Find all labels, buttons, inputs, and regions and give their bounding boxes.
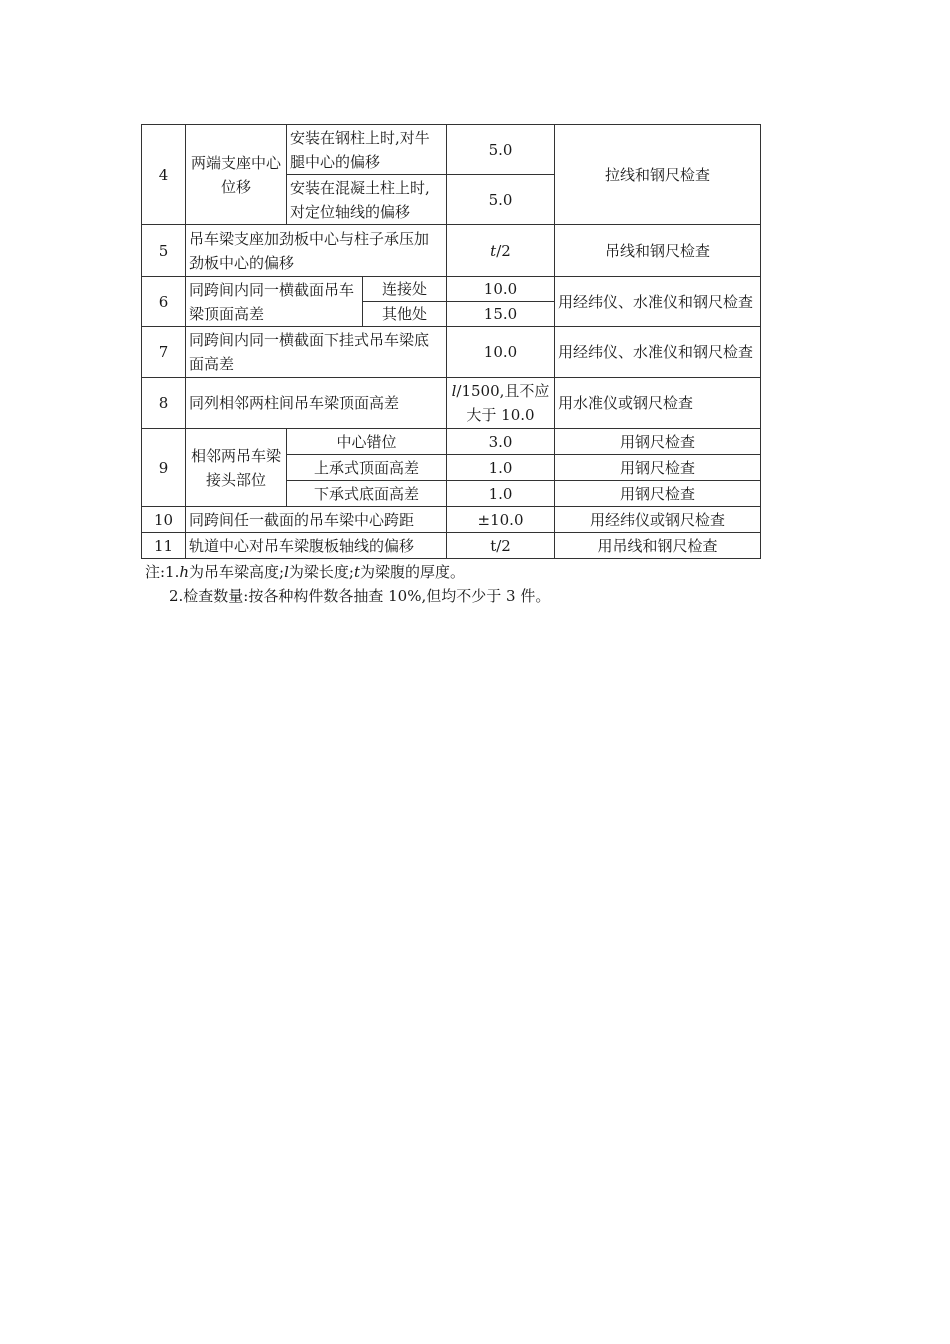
allowed-deviation: 3.0 [447, 429, 555, 455]
allowed-deviation [447, 225, 555, 277]
row-number: 9 [142, 429, 186, 507]
row-number: 11 [142, 533, 186, 559]
row-number: 10 [142, 507, 186, 533]
tolerance-table [141, 124, 761, 559]
inspection-method: 吊线和钢尺检查 [555, 225, 761, 277]
table-row [142, 533, 761, 559]
table-row [142, 125, 761, 175]
note-text: 为吊车梁高度; [189, 563, 285, 581]
note-1 [145, 560, 550, 584]
table-row [142, 378, 761, 429]
sub-item: 连接处 [363, 277, 447, 302]
allowed-deviation: 5.0 [447, 175, 555, 225]
inspection-method: 用吊线和钢尺检查 [555, 533, 761, 559]
inspection-method: 拉线和钢尺检查 [555, 125, 761, 225]
inspection-method: 用钢尺检查 [555, 429, 761, 455]
inspection-method: 用经纬仪、水准仪和钢尺检查 [555, 327, 761, 378]
variable-t: t [490, 241, 497, 260]
row-number: 6 [142, 277, 186, 327]
table-row [142, 277, 761, 302]
symbol-t: t [353, 563, 361, 581]
inspection-method: 用钢尺检查 [555, 481, 761, 507]
note-prefix: 注:1. [145, 563, 180, 581]
sub-item: 下承式底面高差 [287, 481, 447, 507]
allowed-deviation: 5.0 [447, 125, 555, 175]
inspection-method: 用水准仪或钢尺检查 [555, 378, 761, 429]
value-rest: /2 [496, 241, 511, 260]
item-name: 同跨间任一截面的吊车梁中心跨距 [186, 507, 447, 533]
inspection-method: 用经纬仪或钢尺检查 [555, 507, 761, 533]
allowed-deviation [447, 378, 555, 429]
sub-item: 上承式顶面高差 [287, 455, 447, 481]
item-name: 相邻两吊车梁接头部位 [186, 429, 287, 507]
allowed-deviation: 10.0 [447, 277, 555, 302]
sub-item: 其他处 [363, 302, 447, 327]
symbol-l: l [284, 563, 289, 581]
item-name: 轨道中心对吊车梁腹板轴线的偏移 [186, 533, 447, 559]
table-row [142, 429, 761, 455]
variable-l: l [451, 382, 457, 400]
inspection-method: 用经纬仪、水准仪和钢尺检查 [555, 277, 761, 327]
note-text: 为梁长度; [288, 563, 354, 581]
allowed-deviation: ±10.0 [447, 507, 555, 533]
item-name: 同跨间内同一横截面下挂式吊车梁底面高差 [186, 327, 447, 378]
allowed-deviation: 15.0 [447, 302, 555, 327]
symbol-h: h [179, 563, 190, 581]
table-row [142, 507, 761, 533]
note-2: 2.检查数量:按各种构件数各抽查 10%,但均不少于 3 件。 [169, 587, 551, 605]
allowed-deviation: t/2 [447, 533, 555, 559]
item-name: 同列相邻两柱间吊车梁顶面高差 [186, 378, 447, 429]
inspection-method: 用钢尺检查 [555, 455, 761, 481]
row-number: 4 [142, 125, 186, 225]
note-text: 为梁腹的厚度。 [360, 563, 466, 581]
allowed-deviation: 1.0 [447, 455, 555, 481]
item-name: 两端支座中心位移 [186, 125, 287, 225]
row-number: 8 [142, 378, 186, 429]
table-row [142, 225, 761, 277]
row-number: 5 [142, 225, 186, 277]
allowed-deviation: 10.0 [447, 327, 555, 378]
table-notes [145, 560, 550, 608]
sub-item: 中心错位 [287, 429, 447, 455]
row-number: 7 [142, 327, 186, 378]
allowed-deviation: 1.0 [447, 481, 555, 507]
item-name: 同跨间内同一横截面吊车梁顶面高差 [186, 277, 363, 327]
table-row [142, 327, 761, 378]
sub-item: 安装在混凝土柱上时,对定位轴线的偏移 [287, 175, 447, 225]
sub-item: 安装在钢柱上时,对牛腿中心的偏移 [287, 125, 447, 175]
item-name: 吊车梁支座加劲板中心与柱子承压加劲板中心的偏移 [186, 225, 447, 277]
value-rest: /1500,且不应大于 10.0 [456, 382, 550, 424]
